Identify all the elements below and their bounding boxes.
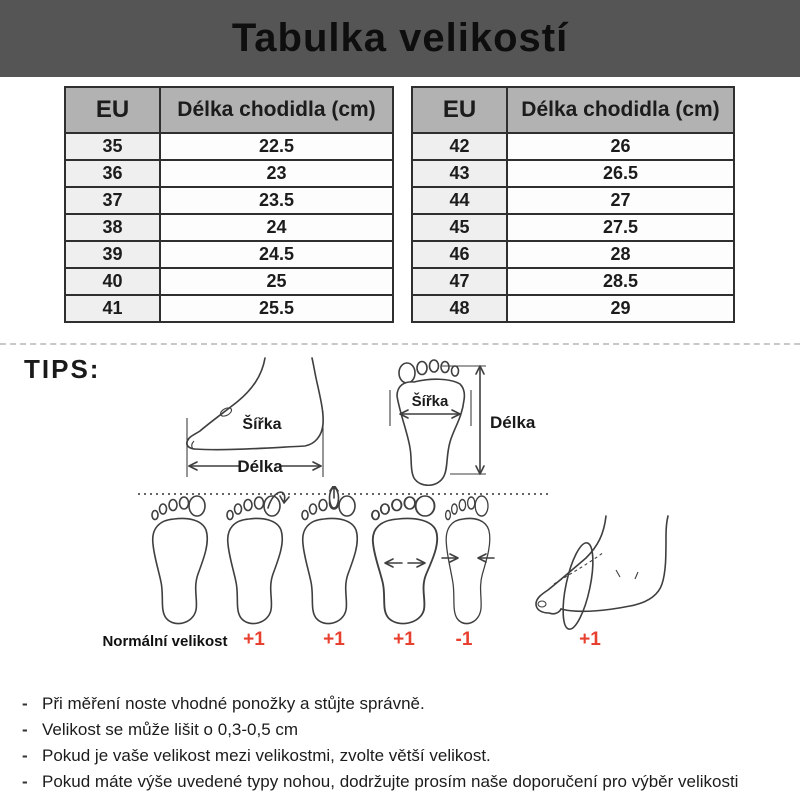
table-row: [65, 295, 393, 322]
column-header-length: Délka chodidla (cm): [507, 87, 734, 133]
size-cell-eu: 39: [65, 241, 160, 268]
size-cell-eu: 42: [412, 133, 507, 160]
table-row: [412, 214, 734, 241]
table-row: [65, 160, 393, 187]
size-cell-length: 26: [507, 133, 734, 160]
notes-list: [22, 691, 792, 795]
size-cell-length: 29: [507, 295, 734, 322]
table-row: [65, 214, 393, 241]
foot-types-diagram: [110, 486, 690, 632]
width-label-side: Šířka: [242, 416, 282, 433]
table-header-row: [412, 87, 734, 133]
tips-heading: TIPS:: [24, 354, 101, 384]
note-text: Velikost se může lišit o 0,3-0,5 cm: [42, 720, 299, 739]
size-cell-eu: 41: [65, 295, 160, 322]
foot-type-label-normal: Normální velikost: [102, 633, 228, 650]
column-header-length: Délka chodidla (cm): [160, 87, 393, 133]
size-cell-length: 25: [160, 268, 393, 295]
size-cell-eu: 35: [65, 133, 160, 160]
size-cell-length: 24: [160, 214, 393, 241]
size-cell-length: 26.5: [507, 160, 734, 187]
list-item: [22, 717, 792, 743]
foot-type-label-plus1: +1: [579, 629, 601, 650]
size-cell-eu: 48: [412, 295, 507, 322]
table-row: [65, 187, 393, 214]
size-cell-length: 27: [507, 187, 734, 214]
bullet-dash: -: [22, 720, 28, 739]
bullet-dash: -: [22, 694, 28, 713]
size-cell-length: 22.5: [160, 133, 393, 160]
note-text: Pokud máte výše uvedené typy nohou, dodržujte prosím naše doporučení pro výběr velikosti: [42, 772, 739, 791]
bullet-dash: -: [22, 772, 28, 791]
size-cell-eu: 46: [412, 241, 507, 268]
table-row: [412, 295, 734, 322]
table-row: [412, 160, 734, 187]
table-row: [412, 187, 734, 214]
size-table-right: [411, 86, 735, 323]
size-cell-length: 23: [160, 160, 393, 187]
list-item: [22, 743, 792, 769]
size-cell-eu: 47: [412, 268, 507, 295]
width-label-top: Šířka: [411, 393, 449, 410]
note-text: Pokud je vaše velikost mezi velikostmi, zvolte větší velikost.: [42, 746, 491, 765]
title-banner: [0, 0, 800, 77]
size-cell-eu: 40: [65, 268, 160, 295]
size-cell-eu: 37: [65, 187, 160, 214]
size-cell-length: 24.5: [160, 241, 393, 268]
dashed-divider: [0, 343, 800, 345]
column-header-eu: EU: [412, 87, 507, 133]
table-row: [412, 241, 734, 268]
list-item: [22, 691, 792, 717]
table-header-row: [65, 87, 393, 133]
list-item: [22, 769, 792, 795]
size-cell-length: 25.5: [160, 295, 393, 322]
table-row: [65, 133, 393, 160]
size-cell-eu: 38: [65, 214, 160, 241]
foot-type-label-plus1: +1: [393, 629, 415, 650]
size-cell-eu: 45: [412, 214, 507, 241]
note-text: Při měření noste vhodné ponožky a stůjte správně.: [42, 694, 425, 713]
foot-type-label-plus1: +1: [243, 629, 265, 650]
size-cell-length: 23.5: [160, 187, 393, 214]
foot-type-label-minus1: -1: [455, 629, 473, 650]
length-label-side: Délka: [237, 457, 283, 476]
foot-type-label-plus1: +1: [323, 629, 345, 650]
size-cell-length: 27.5: [507, 214, 734, 241]
size-cell-length: 28: [507, 241, 734, 268]
size-cell-eu: 43: [412, 160, 507, 187]
table-row: [65, 241, 393, 268]
table-row: [65, 268, 393, 295]
size-table-left: [64, 86, 394, 323]
length-label-top: Délka: [490, 413, 536, 432]
size-cell-eu: 36: [65, 160, 160, 187]
page-title: Tabulka velikostí: [231, 16, 569, 60]
size-cell-eu: 44: [412, 187, 507, 214]
column-header-eu: EU: [65, 87, 160, 133]
table-row: [412, 133, 734, 160]
foot-measuring-diagram: [140, 356, 540, 486]
bullet-dash: -: [22, 746, 28, 765]
table-row: [412, 268, 734, 295]
size-cell-length: 28.5: [507, 268, 734, 295]
